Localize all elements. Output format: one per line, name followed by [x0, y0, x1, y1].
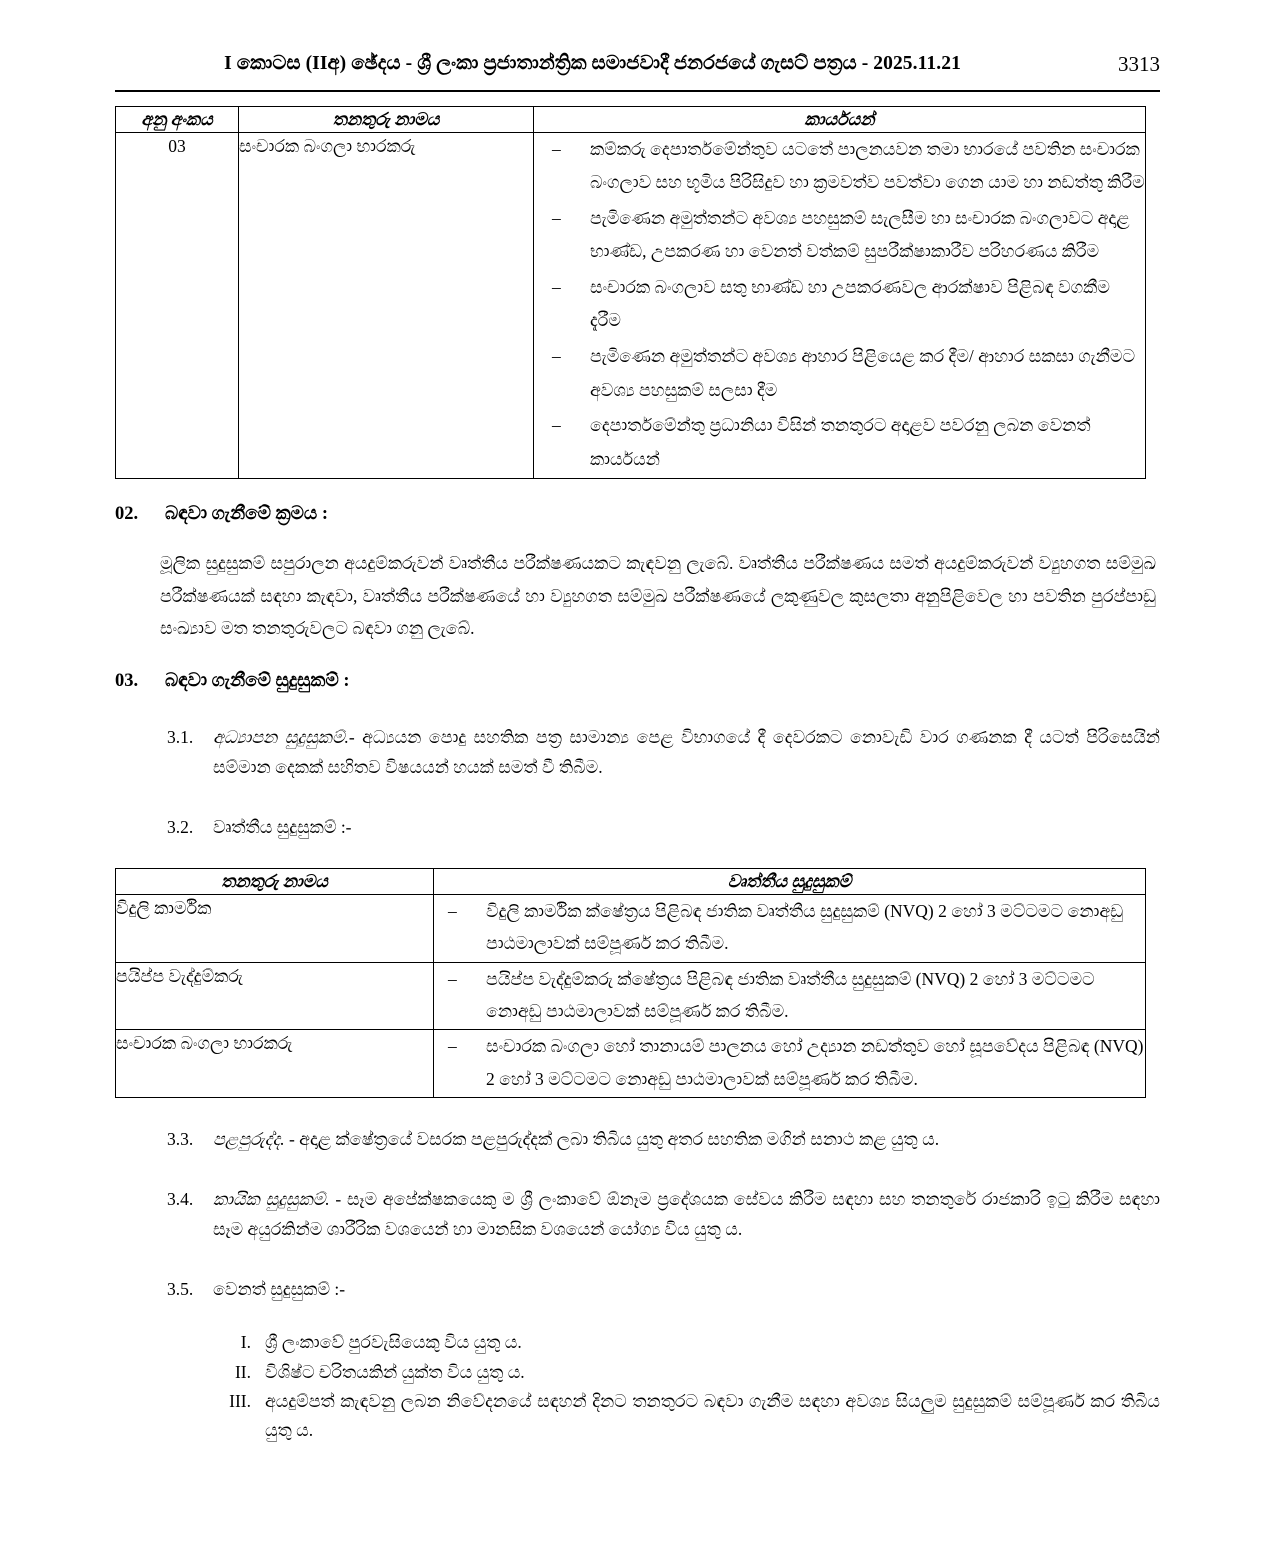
list-item: [534, 409, 1145, 476]
gazette-page: [0, 52, 1275, 1554]
dash-bullet-icon: –: [552, 207, 561, 228]
list-item-numeral: III.: [229, 1391, 251, 1412]
column-header-post-name: තනතුරු නාමය: [116, 869, 434, 895]
list-item: [534, 340, 1145, 407]
page-number: 3313: [1118, 52, 1160, 76]
list-item-text: පැමිණෙන අමුත්තන්ට අවශ්‍ය පහසුකම් සැලසීම හා සංචාරක බංගලාවට අදාළ භාණ්ඩ, උපකරණ හා වෙනත් වත්කම් සුපරීක්ෂාකාරීව පරිහරණය කිරීම: [590, 207, 1130, 262]
page-header: [115, 52, 1160, 86]
list-item: [434, 963, 1145, 1028]
section-03-number: 03.: [115, 671, 139, 692]
list-item: [434, 895, 1145, 960]
section-02: [115, 501, 1160, 644]
list-item-text: විදුලි කාර්මික ක්ෂේත්‍රය පිළිබඳ ජාතික වෘත්තීය සුදුසුකම් (NVQ) 2 හෝ 3 මට්ටමට නොඅඩු පාඨමාලාවක් සම්පූර්ණ කර තිබීම.: [486, 900, 1124, 954]
cell-qualification: [434, 962, 1146, 1030]
subsection-3-4-number: 3.4.: [167, 1189, 194, 1210]
table-row: [116, 894, 1146, 962]
list-item: [115, 1358, 1160, 1386]
list-item-text: විශිෂ්ට චරිතයකින් යුක්ත විය යුතු ය.: [265, 1361, 525, 1382]
dash-bullet-icon: –: [448, 900, 457, 921]
subsection-3-4-text: සෑම අපේක්ෂකයෙකු ම ශ්‍රී ලංකාවේ ඕනෑම ප්‍රදේශයක සේවය කිරීම සඳහා සහ තනතුරේ රාජකාරි ඉටු කිරීම සඳහා සෑම අයුරකින්ම ශාරීරික වශයෙන් හා මානසික වශයෙන් යෝග්‍ය විය යුතු ය.: [213, 1189, 1160, 1240]
list-item: [115, 1328, 1160, 1356]
section-03: [115, 668, 1160, 842]
cell-post-name: පයිප්ප වැද්දුම්කරු: [116, 962, 434, 1030]
list-item-text: පැමිණෙන අමුත්තන්ට අවශ්‍ය ආහාර පිළියෙළ කර දීම/ ආහාර සකසා ගැනීමට අවශ්‍ය පහසුකම් සලසා දීම: [590, 346, 1136, 400]
list-item: [534, 202, 1145, 269]
dash-bullet-icon: –: [552, 346, 561, 367]
subsection-3-3-lead: පළපුරුද්ද. -: [213, 1129, 295, 1150]
section-02-paragraph: මූලික සුදුසුකම් සපුරාලන අයදුම්කරුවන් වෘත්තීය පරීක්ෂණයකට කැඳවනු ලැබේ. වෘත්තීය පරීක්ෂණය සමත් අයදුම්කරුවන් ව්‍යුහගත සම්මුඛ පරීක්ෂණයක් සඳහා කැඳවා, වෘත්තීය පරීක්ෂණයේ හා ව්‍යුහගත සම්මුඛ පරීක්ෂණයේ ලකුණුවල කුසලතා අනුපිළිවෙල හා පවතින පුරප්පාඩු සංඛ්‍යාව මත තනතුරුවලට බඳවා ගනු ලැබේ.: [160, 553, 1156, 638]
column-header-serial: අනු අංකය: [116, 107, 239, 133]
subsection-3-3-number: 3.3.: [167, 1129, 194, 1150]
list-item: [534, 133, 1145, 200]
subsection-3-3-text: අදාළ ක්ෂේත්‍රයේ වසරක පළපුරුද්දක් ලබා තිබිය යුතු අතර සහතික මගින් සනාථ කළ යුතු ය.: [294, 1129, 940, 1150]
dash-bullet-icon: –: [552, 415, 561, 436]
list-item-text: අයදුම්පත් කැඳවනු ලබන නිවේදනයේ සඳහන් දිනට තනතුරට බඳවා ගැනීම සඳහා අවශ්‍ය සියලුම සුදුසුකම් සම්පූර්ණ කර තිබිය යුතු ය.: [265, 1391, 1160, 1440]
cell-post-name: විදුලි කාර්මික: [116, 894, 434, 962]
subsection-3-1: [115, 722, 1160, 782]
list-item-numeral: I.: [240, 1332, 251, 1353]
subsection-3-2-number: 3.2.: [167, 817, 194, 838]
cell-post-name: සංචාරක බංගලා භාරකරු: [116, 1030, 434, 1098]
list-item-numeral: II.: [234, 1361, 251, 1382]
table-header-row: [116, 107, 1146, 133]
subsection-3-4-lead: කායික සුදුසුකම්. -: [213, 1189, 342, 1210]
dash-bullet-icon: –: [552, 138, 561, 159]
qualification-list: [434, 963, 1145, 1028]
dash-bullet-icon: –: [552, 276, 561, 297]
cell-qualification: [434, 894, 1146, 962]
subsection-3-2: [115, 812, 1160, 842]
subsection-3-3: [115, 1124, 1160, 1154]
dash-bullet-icon: –: [448, 968, 457, 989]
subsection-3-4: [115, 1184, 1160, 1244]
cell-serial: 03: [116, 132, 239, 479]
column-header-qualification: වෘත්තීය සුදුසුකම්: [434, 869, 1146, 895]
section-02-heading: [115, 501, 1160, 529]
list-item-text: ශ්‍රී ලංකාවේ පුරවැසියෙකු විය යුතු ය.: [265, 1332, 522, 1353]
subsection-3-5: [115, 1274, 1160, 1304]
column-header-duties: කාර්යයන්: [534, 107, 1146, 133]
subsection-3-1-lead: අධ්‍යාපන සුදුසුකම්.-: [213, 727, 355, 748]
table-row: [116, 132, 1146, 479]
table-row: [116, 1030, 1146, 1098]
list-item: [115, 1387, 1160, 1444]
page-title: I කොටස (IIඅ) ඡේදය - ශ්‍රී ලංකා ප්‍රජාතාන්ත්‍රික සමාජවාදී ජනරජයේ ගැසට් පත්‍රය - 2025.11.21: [224, 53, 961, 74]
cell-post-name: සංචාරක බංගලා භාරකරු: [239, 132, 534, 479]
table-row: [116, 962, 1146, 1030]
subsection-3-2-text: වෘත්තීය සුදුසුකම් :-: [213, 817, 352, 838]
subsection-3-1-number: 3.1.: [167, 727, 194, 748]
qualification-list: [434, 895, 1145, 960]
column-header-post-name: තනතුරු නාමය: [239, 107, 534, 133]
dash-bullet-icon: –: [448, 1036, 457, 1057]
section-03-continued: [115, 1124, 1160, 1444]
list-item: [434, 1030, 1145, 1095]
list-item: [534, 271, 1145, 338]
duties-table: [115, 106, 1146, 479]
list-item-text: කම්කරු දෙපාර්තමේන්තුව යටතේ පාලනයවන තමා භාරයේ පවතින සංචාරක බංගලාව සහ භූමිය පිරිසිදුව හා ක්‍රමවත්ව පවත්වා ගෙන යාම හා නඩත්තු කිරීම: [590, 138, 1145, 193]
list-item-text: සංචාරක බංගලා හෝ තානායම් පාලනය හෝ උද්‍යාන නඩත්තුව හෝ සූපවේදය පිළිබඳ (NVQ) 2 හෝ 3 මට්ටමට නොඅඩු පාඨමාලාවක් සම්පූර්ණ කර තිබීම.: [486, 1036, 1144, 1089]
qualifications-table: [115, 868, 1146, 1098]
cell-qualification: [434, 1030, 1146, 1098]
table-header-row: [116, 869, 1146, 895]
section-03-heading-text: බඳවා ගැනීමේ සුදුසුකම් :: [165, 671, 350, 692]
subsection-3-5-number: 3.5.: [167, 1279, 194, 1300]
other-qualifications-list: [115, 1328, 1160, 1443]
list-item-text: සංචාරක බංගලාව සතු භාණ්ඩ හා උපකරණවල ආරක්ෂාව පිළිබඳ වගකීම දැරීම: [590, 276, 1110, 331]
section-03-heading: [115, 668, 1160, 696]
cell-duties: [534, 132, 1146, 479]
list-item-text: පයිප්ප වැද්දුම්කරු ක්ෂේත්‍රය පිළිබඳ ජාතික වෘත්තීය සුදුසුකම් (NVQ) 2 හෝ 3 මට්ටමට නොඅඩු පාඨමාලාවක් සම්පූර්ණ කර තිබීම.: [486, 968, 1095, 1021]
list-item-text: දෙපාර්තමේන්තු ප්‍රධානියා විසින් තනතුරට අදාළව පවරනු ලබන වෙනත් කාර්යයන්: [590, 415, 1091, 469]
section-02-number: 02.: [115, 504, 139, 525]
subsection-3-1-text: අධ්‍යයන පොදු සහතික පත්‍ර සාමාන්‍ය පෙළ විභාගයේ දී දෙවරකට නොවැඩි වාර ගණනක දී යටත් පිරිසෙයින් සම්මාන දෙකක් සහිතව විෂයයන් හයක් සමත් වී තිබීම.: [213, 727, 1160, 778]
duties-list: [534, 133, 1145, 477]
subsection-3-5-text: වෙනත් සුදුසුකම් :-: [213, 1279, 346, 1300]
qualification-list: [434, 1030, 1145, 1095]
section-02-heading-text: බඳවා ගැනීමේ ක්‍රමය :: [165, 504, 329, 525]
